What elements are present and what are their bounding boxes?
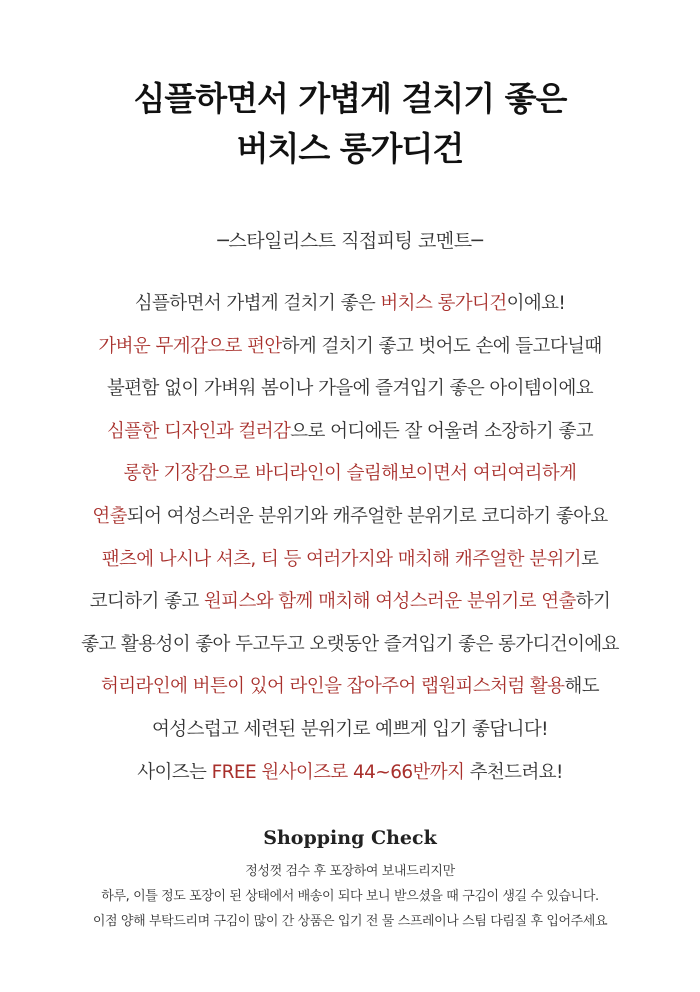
- comment-line: [0, 672, 700, 715]
- highlighted-text: 팬츠에 나시나 셔츠, 티 등 여러가지와 매치해 캐주얼한 분위기: [101, 548, 582, 570]
- comment-line: [0, 332, 700, 375]
- comment-text: 되어 여성스러운 분위기와 캐주얼한 분위기로 코디하기 좋아요: [126, 505, 608, 527]
- comment-line: [0, 758, 700, 801]
- comment-line: [0, 502, 700, 545]
- product-headline: [0, 74, 700, 174]
- comment-line: [0, 289, 700, 332]
- comment-line: [0, 374, 700, 417]
- highlighted-text: 롱한 기장감으로 바디라인이 슬림해보이면서 여리여리하게: [123, 463, 577, 485]
- highlighted-text: 허리라인에 버튼이 있어 라인을 잡아주어 랩원피스처럼 활용: [100, 676, 565, 698]
- highlighted-text: 가벼운 무게감으로 편안: [98, 335, 282, 357]
- highlighted-text: 원피스와 함께 매치해 여성스러운 분위기로 연출: [203, 591, 576, 613]
- shopping-check-note: 정성껏 검수 후 포장하여 보내드리지만: [245, 864, 455, 879]
- comment-line: [0, 587, 700, 630]
- comment-text: 하기: [575, 591, 611, 613]
- comment-text: 불편함 없이 가벼워 봄이나 가을에 즐겨입기 좋은 아이템이에요: [106, 378, 593, 400]
- comment-text: 로: [581, 548, 599, 570]
- comment-text: 좋고 활용성이 좋아 두고두고 오랫동안 즐겨입기 좋은 롱가디건이에요: [81, 633, 619, 655]
- comment-text: 으로 어디에든 잘 어울려 소장하기 좋고: [290, 420, 594, 442]
- headline-line-2: 버치스 롱가디건: [236, 129, 464, 169]
- comment-line: [0, 630, 700, 673]
- stylist-comment-label: ─스타일리스트 직접피팅 코멘트─: [217, 230, 483, 252]
- comment-line: [0, 459, 700, 502]
- highlighted-text: FREE 원사이즈로 44~66반까지: [211, 761, 465, 783]
- comment-text: 이에요!: [506, 293, 566, 314]
- comment-text: 해도: [564, 676, 599, 698]
- comment-text: 심플하면서 가볍게 걸치기 좋은: [134, 293, 381, 314]
- comment-line: [0, 715, 700, 758]
- comment-line: [0, 417, 700, 460]
- comment-text: 하게 걸치기 좋고 벗어도 손에 들고다닐때: [281, 335, 602, 357]
- shopping-check-note: 이점 양해 부탁드리며 구김이 많이 간 상품은 입기 전 물 스프레이나 스팀 다림질 후 입어주세요: [92, 914, 608, 929]
- comment-text: 코디하기 좋고: [89, 591, 204, 613]
- comment-line: [0, 545, 700, 588]
- highlighted-text: 연출: [92, 505, 127, 527]
- highlighted-text: 버치스 롱가디건: [380, 293, 507, 314]
- shopping-check-note: 하루, 이틀 정도 포장이 된 상태에서 배송이 되다 보니 받으셨을 때 구김이 생길 수 있습니다.: [101, 889, 599, 904]
- shopping-check-title: Shopping Check: [263, 827, 437, 849]
- comment-text: 추천드려요!: [464, 761, 563, 783]
- stylist-comment: [0, 289, 700, 800]
- comment-text: 사이즈는: [137, 761, 212, 783]
- comment-text: 여성스럽고 세련된 분위기로 예쁘게 입기 좋답니다!: [152, 718, 548, 740]
- highlighted-text: 심플한 디자인과 컬러감: [106, 420, 291, 442]
- headline-line-1: 심플하면서 가볍게 걸치기 좋은: [133, 79, 567, 119]
- shopping-check-notes: [0, 862, 700, 937]
